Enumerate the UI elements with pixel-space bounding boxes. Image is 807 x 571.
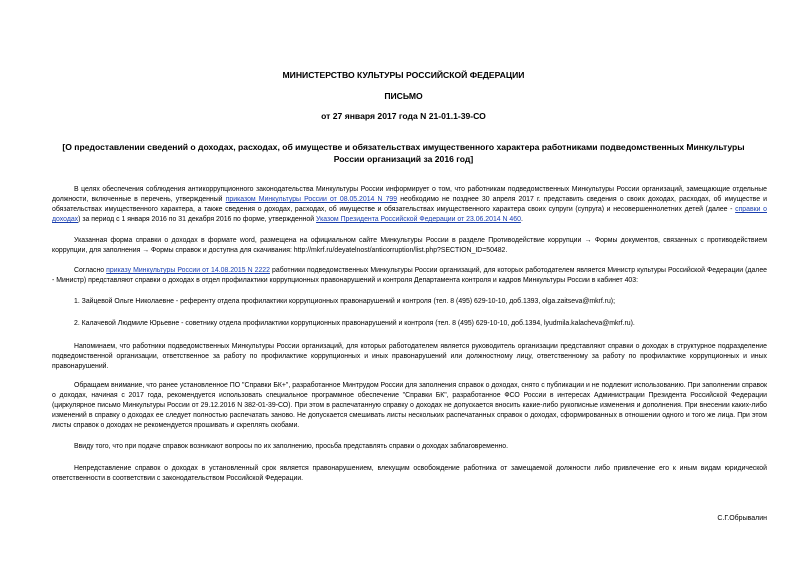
contact-item-2 bbox=[52, 319, 767, 329]
contact-item-2-text: 2. Калачевой Людмиле Юрьевне - советнику отдела профилактики коррупционных правонарушений и контроля (тел. 8 (495) 629-10-10, доб.1394, lyudmila.kalacheva@mkrf.ru). bbox=[74, 320, 635, 327]
signature: С.Г.Обрывалин bbox=[717, 515, 767, 522]
document-type: ПИСЬМО bbox=[384, 91, 423, 101]
paragraph-7 bbox=[52, 381, 767, 431]
paragraph-1-text-c: ) за период с 1 января 2016 по 31 декабря 2016 по форме, утвержденной bbox=[78, 216, 317, 223]
link-decree-460[interactable]: Указом Президента Российской Федерации от 23.06.2014 N 460 bbox=[316, 216, 521, 223]
paragraph-3-text-b: работники подведомственных Минкультуры России организаций, для которых работодателем является Министр культуры Российской Федерации (далее - Министр) представляют справки о доходах в отдел профилактики коррупционных правонарушений и контроля Департамента контроля и кадров Минкультуры России в кабинет 403: bbox=[52, 267, 767, 284]
paragraph-1-text-b: необходимо не позднее 30 апреля 2017 г. представить сведения о своих доходах, расходах, об имуществе и обязательствах имущественного характера, а также сведения о доходах, расходах, об имуществе и обязательствах имущественного характера своих супруги (супруга) и несовершеннолетних детей (далее - bbox=[52, 196, 767, 213]
paragraph-8 bbox=[52, 442, 767, 452]
paragraph-6 bbox=[52, 342, 767, 372]
link-order-799[interactable]: приказом Минкультуры России от 08.05.2014 N 799 bbox=[225, 196, 398, 203]
paragraph-2-text: Указанная форма справки о доходах в формате word, размещена на официальном сайте Минкультуры России в разделе Противодействие коррупции → Формы документов, связанных с противодействием коррупции, для заполнения → Формы справок и доступна для скачивания: http://mkrf.ru/deyatelnost/anticorruption/list.php?SECTION_ID=50482. bbox=[52, 237, 767, 254]
ministry-title: МИНИСТЕРСТВО КУЛЬТУРЫ РОССИЙСКОЙ ФЕДЕРАЦИИ bbox=[282, 70, 525, 80]
paragraph-6-text: Напоминаем, что работники подведомственных Минкультуры России организаций, для которых работодателем является руководитель организации представляют справки о доходах в структурное подразделение подведомственной организации, ответственное за работу по профилактике коррупционных и иных правонарушений или должностному лицу, ответственному за работу по профилактике коррупционных и иных правонарушений. bbox=[52, 343, 767, 370]
paragraph-3 bbox=[52, 266, 767, 286]
link-income-certificates[interactable]: справки о доходах bbox=[52, 206, 767, 223]
document-date-number: от 27 января 2017 года N 21-01.1-39-СО bbox=[321, 111, 486, 121]
paragraph-9-text: Непредставление справок о доходах в установленный срок является правонарушением, влекущим освобождение работника от замещаемой должности либо привлечение его к иным видам юридической ответственности в соответствии с законодательством Российской Федерации. bbox=[52, 465, 767, 482]
paragraph-1-text-a: В целях обеспечения соблюдения антикоррупционного законодательства Минкультуры России информирует о том, что работникам подведомственных Минкультуры России организаций, замещающие отдельные должности, включенные в перечень, утвержденный bbox=[52, 186, 767, 203]
paragraph-7-text: Обращаем внимание, что ранее установленное ПО "Справки БК+", разработанное Минтрудом России для заполнения справок о доходах, снято с публикации и не подлежит использованию. При заполнении справок о доходах, начиная с 2017 года, рекомендуется использовать специальное программное обеспечение "Справки БК", разработанное ФСО России в интересах Администрации Президента Российской Федерации (циркулярное письмо Минкультуры России от 29.12.2016 N 382-01-39-СО). При этом в распечатанную справку о доходах не допускается вносить какие-либо рукописные изменения и дополнения. При внесении каких-либо изменений в справку о доходах ее следует полностью распечатать заново. Не допускается смешивать листы нескольких распечатанных справок о доходах, сформированных в отношении одного и того же лица. При этом листы справок о доходах не рекомендуется прошивать и скреплять скобами. bbox=[52, 382, 767, 429]
contact-item-1 bbox=[52, 297, 767, 307]
paragraph-1-text-d: . bbox=[520, 216, 523, 223]
link-order-2222[interactable]: приказу Минкультуры России от 14.08.2015 N 2222 bbox=[106, 267, 270, 274]
paragraph-2 bbox=[52, 236, 767, 256]
paragraph-1 bbox=[52, 185, 767, 225]
document-subject: [О предоставлении сведений о доходах, расходах, об имуществе и обязательствах имущественного характера работниками подведомственных Минкультуры России организаций за 2016 год] bbox=[62, 142, 745, 164]
paragraph-3-text-a: Согласно bbox=[74, 267, 107, 274]
paragraph-9 bbox=[52, 464, 767, 484]
paragraph-8-text: Ввиду того, что при подаче справок возникают вопросы по их заполнению, просьба представлять справки о доходах заблаговременно. bbox=[74, 443, 509, 450]
contact-item-1-text: 1. Зайцевой Ольге Николаевне - референту отдела профилактики коррупционных правонарушений и контроля (тел. 8 (495) 629-10-10, доб.1393, olga.zaitseva@mkrf.ru); bbox=[74, 298, 616, 305]
